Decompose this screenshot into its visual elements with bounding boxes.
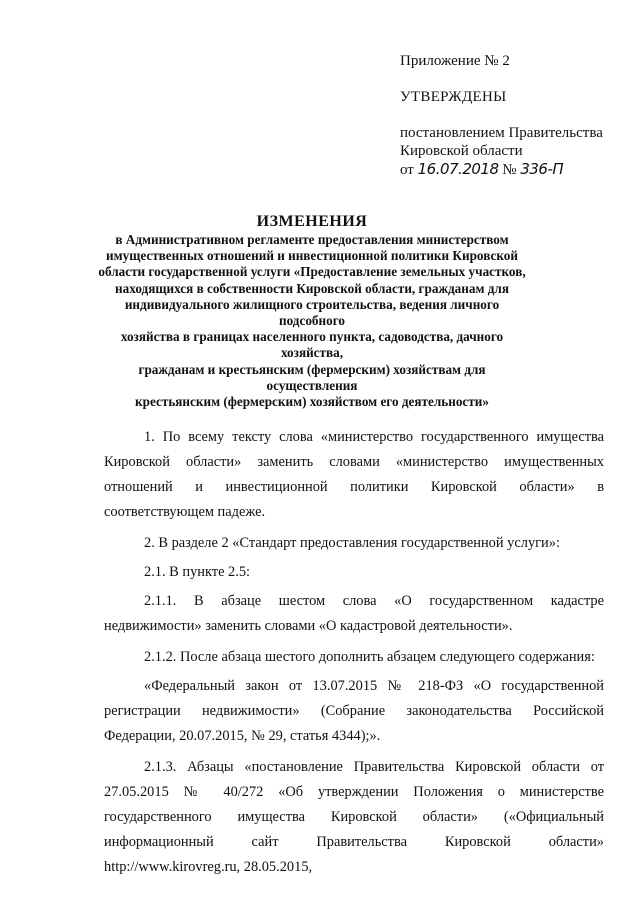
- document-heading: [92, 212, 532, 410]
- paragraph-2-1-2: 2.1.2. После абзаца шестого дополнить абзацем следующего содержания:: [144, 649, 595, 665]
- handwritten-date: 16.07.2018: [417, 160, 499, 178]
- decree-line-1: постановлением Правительства: [400, 125, 603, 141]
- paragraph-quote: «Федеральный закон от 13.07.2015 № 218-ФЗ «О государственной регистрации недвижимости» (Собрание законодательства Российской Федерации, 20.07.2015, № 29, статья 4344);».: [104, 678, 604, 744]
- date-prefix: от: [400, 162, 414, 178]
- document-body: [104, 425, 604, 886]
- heading-title: ИЗМЕНЕНИЯ: [256, 213, 368, 230]
- paragraph-2-1: 2.1. В пункте 2.5:: [144, 564, 251, 580]
- subtitle-line: в Административном регламенте предоставления министерством: [115, 232, 509, 247]
- decree-line-2: Кировской области: [400, 143, 523, 159]
- decree-date-line: [400, 160, 630, 179]
- heading-subtitle: [92, 232, 532, 410]
- subtitle-line: индивидуального жилищного строительства, ведения личного подсобного: [124, 296, 500, 329]
- paragraph-2: 2. В разделе 2 «Стандарт предоставления государственной услуги»:: [144, 535, 560, 551]
- subtitle-line: хозяйства в границах населенного пункта, садоводства, дачного хозяйства,: [120, 329, 504, 361]
- subtitle-line: области государственной услуги «Предоставление земельных участков,: [98, 264, 526, 280]
- subtitle-line: гражданам и крестьянским (фермерским) хозяйствам для осуществления: [138, 361, 486, 393]
- approval-block: [400, 52, 630, 179]
- subtitle-line: находящихся в собственности Кировской области, гражданам для: [115, 280, 509, 296]
- subtitle-line: имущественных отношений и инвестиционной политики Кировской: [106, 248, 518, 264]
- subtitle-line: крестьянским (фермерским) хозяйством его деятельности»: [135, 394, 489, 410]
- approved-label: УТВЕРЖДЕНЫ: [400, 89, 507, 105]
- paragraph-1: 1. По всему тексту слова «министерство государственного имущества Кировской области» заменить словами «министерство имущественных отношений и инвестиционной политики Кировской области» в соответствующем падеже.: [104, 429, 604, 520]
- appendix-number: Приложение № 2: [400, 53, 510, 69]
- number-sign: №: [502, 162, 517, 178]
- paragraph-2-1-3: 2.1.3. Абзацы «постановление Правительства Кировской области от 27.05.2015 № 40/272 «Об утверждении Положения о министерстве государственного имущества Кировской области» («Официальный информационный сайт Правительства Кировской области» http://www.kirovreg.ru, 28.05.2015,: [104, 759, 604, 875]
- handwritten-number: 336-П: [520, 160, 564, 178]
- paragraph-2-1-1: 2.1.1. В абзаце шестом слова «О государственном кадастре недвижимости» заменить словами «О кадастровой деятельности».: [104, 593, 604, 634]
